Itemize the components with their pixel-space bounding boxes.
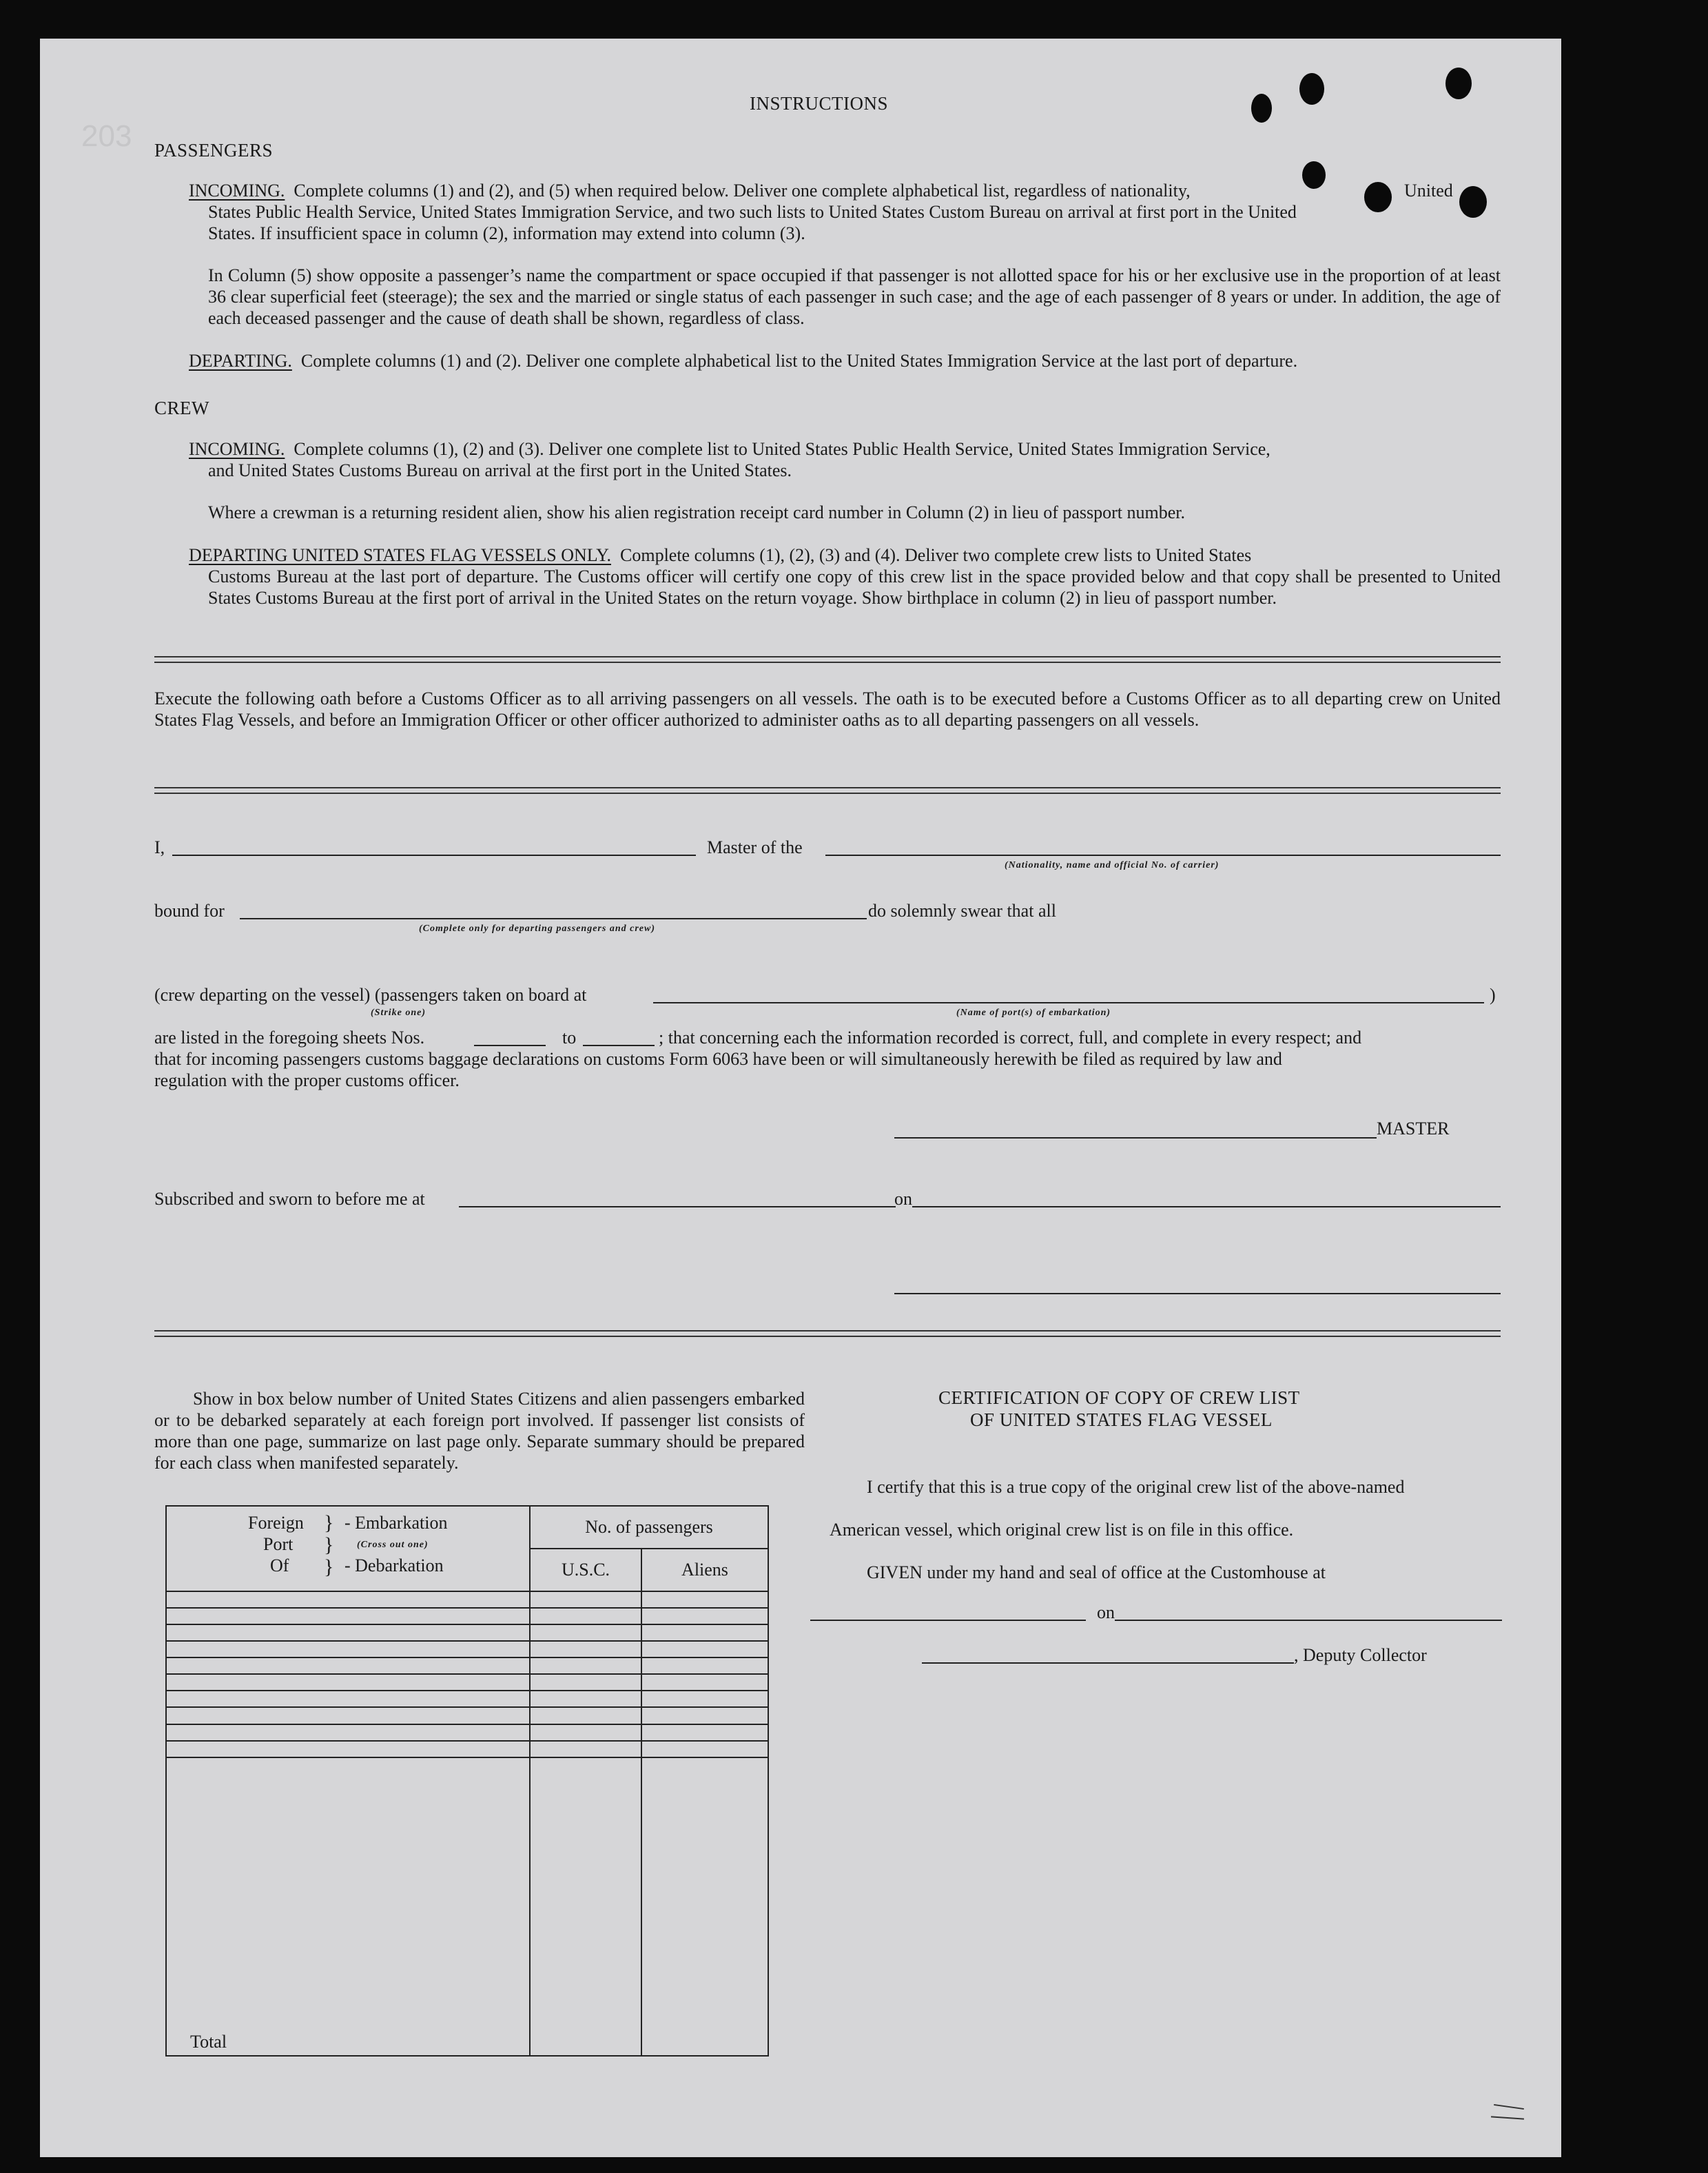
embarkation-label: - Embarkation	[344, 1513, 448, 1533]
aliens-cell[interactable]	[641, 1591, 768, 1608]
listed-line1a: are listed in the foregoing sheets Nos.	[154, 1028, 425, 1048]
bound-for-label: bound for	[154, 901, 225, 921]
table-row	[166, 1608, 768, 1624]
cross-out-caption: (Cross out one)	[357, 1540, 429, 1550]
table-row	[166, 1591, 768, 1608]
punch-hole	[1299, 73, 1324, 105]
aliens-cell[interactable]	[641, 1707, 768, 1724]
port-cell[interactable]	[166, 1624, 530, 1641]
aliens-cell[interactable]	[641, 1691, 768, 1707]
corner-mark	[1494, 2104, 1524, 2110]
usc-cell[interactable]	[530, 1624, 641, 1641]
certification-title-line1: CERTIFICATION OF COPY OF CREW LIST	[938, 1387, 1300, 1408]
passenger-summary-table	[165, 1505, 769, 2057]
punch-hole	[1459, 186, 1487, 218]
passengers-heading: PASSENGERS	[154, 140, 274, 161]
port-cell[interactable]	[166, 1674, 530, 1691]
table-row	[166, 1707, 768, 1724]
passengers-incoming-united: United	[1404, 181, 1453, 201]
given-line: GIVEN under my hand and seal of office at the Customhouse at	[867, 1562, 1326, 1582]
subscribed-place-field[interactable]	[459, 1206, 896, 1207]
master-name-field[interactable]	[172, 855, 696, 856]
usc-cell[interactable]	[530, 1674, 641, 1691]
passengers-incoming-text: Complete columns (1) and (2), and (5) when required below. Deliver one complete alphabetical list, regardless of nationality,	[294, 181, 1191, 201]
listed-to: to	[562, 1028, 577, 1048]
passengers-departing-text: Complete columns (1) and (2). Deliver one complete alphabetical list to the United States Immigration Service at the last port of departure.	[300, 351, 1298, 371]
port-cell[interactable]	[166, 1741, 530, 1757]
usc-cell[interactable]	[530, 1608, 641, 1624]
table-row	[166, 1691, 768, 1707]
certification-title-line2: OF UNITED STATES FLAG VESSEL	[970, 1409, 1273, 1430]
total-label: Total	[166, 1757, 530, 2056]
brace-icon: }	[324, 1533, 334, 1556]
sheet-from-field[interactable]	[474, 1045, 546, 1046]
certification-date-field[interactable]	[1115, 1620, 1502, 1621]
crew-departing-text: Complete columns (1), (2), (3) and (4). Deliver two complete crew lists to United States	[620, 545, 1252, 565]
port-cell[interactable]	[166, 1707, 530, 1724]
master-label: MASTER	[1377, 1119, 1450, 1139]
divider	[154, 656, 1501, 663]
subscribed-date-field[interactable]	[912, 1206, 1501, 1207]
passengers-departing-label: DEPARTING.	[189, 351, 292, 371]
master-of-label: Master of the	[707, 837, 803, 857]
usc-header: U.S.C.	[530, 1549, 641, 1591]
usc-cell[interactable]	[530, 1707, 641, 1724]
embarkation-port-field[interactable]	[653, 1002, 1484, 1003]
of-label: Of	[270, 1555, 289, 1575]
table-row	[166, 1741, 768, 1757]
summary-instructions: Show in box below number of United States Citizens and alien passengers embarked or to be debarked separately at each foreign port involved. If passenger list consists of more than one page, summarize on last page only. Separate summary should be prepared for each class when manifested separately.	[154, 1389, 805, 1473]
port-cell[interactable]	[166, 1641, 530, 1657]
subscribed-on-label: on	[894, 1189, 912, 1209]
table-row	[166, 1674, 768, 1691]
aliens-cell[interactable]	[641, 1624, 768, 1641]
usc-cell[interactable]	[530, 1691, 641, 1707]
usc-cell[interactable]	[530, 1591, 641, 1608]
usc-total-cell[interactable]	[530, 1757, 641, 2056]
punch-hole	[1251, 94, 1272, 123]
listed-line3: regulation with the proper customs officer.	[154, 1070, 460, 1090]
table-row	[166, 1724, 768, 1741]
listed-line1b: ; that concerning each the information recorded is correct, full, and complete in every respect; and	[659, 1028, 1362, 1048]
subscribed-label: Subscribed and sworn to before me at	[154, 1189, 425, 1209]
bound-for-field[interactable]	[240, 918, 867, 919]
aliens-cell[interactable]	[641, 1641, 768, 1657]
port-caption: (Name of port(s) of embarkation)	[956, 1008, 1111, 1018]
table-row	[166, 1657, 768, 1674]
crew-departing-label: DEPARTING UNITED STATES FLAG VESSELS ONLY.	[189, 545, 611, 565]
crew-incoming-line2: and United States Customs Bureau on arrival at the first port in the United States.	[208, 460, 792, 480]
deputy-collector-label: , Deputy Collector	[1294, 1645, 1427, 1665]
oath-i-label: I,	[154, 837, 165, 857]
aliens-cell[interactable]	[641, 1608, 768, 1624]
sheet-to-field[interactable]	[583, 1045, 655, 1046]
usc-cell[interactable]	[530, 1641, 641, 1657]
no-of-passengers-header: No. of passengers	[530, 1506, 768, 1549]
crew-incoming-line1	[189, 438, 1270, 460]
aliens-cell[interactable]	[641, 1724, 768, 1741]
port-cell[interactable]	[166, 1591, 530, 1608]
passengers-incoming-line3: States. If insufficient space in column (2), information may extend into column (3).	[208, 223, 805, 243]
nationality-caption: (Nationality, name and official No. of carrier)	[1005, 860, 1220, 870]
table-row	[166, 1641, 768, 1657]
master-signature-field[interactable]	[894, 1137, 1377, 1139]
stamp-number: 203	[81, 119, 132, 153]
port-cell[interactable]	[166, 1608, 530, 1624]
page-title: INSTRUCTIONS	[750, 93, 889, 114]
passengers-departing	[189, 350, 1297, 372]
port-cell[interactable]	[166, 1691, 530, 1707]
crew-alien-note: Where a crewman is a returning resident alien, show his alien registration receipt card number in Column (2) in lieu of passport number.	[208, 502, 1186, 522]
crew-departing-line1	[189, 544, 1251, 567]
punch-hole	[1445, 68, 1472, 99]
table-row	[166, 1624, 768, 1641]
customhouse-place-field[interactable]	[810, 1620, 1086, 1621]
total-row	[166, 1757, 768, 2056]
port-header-cell	[166, 1506, 530, 1591]
deputy-collector-signature-field[interactable]	[922, 1662, 1294, 1664]
crew-departing-rest: Customs Bureau at the last port of departure. The Customs officer will certify one copy of this crew list in the space provided below and that copy shall be presented to United States Customs Bureau at the first port of arrival in the United States on the return voyage. Show birthplace in column (2) in lieu of passport number.	[208, 567, 1501, 608]
divider	[154, 1330, 1501, 1337]
port-cell[interactable]	[166, 1724, 530, 1741]
oath-intro: Execute the following oath before a Customs Officer as to all arriving passengers on all vessels. The oath is to be executed before a Customs Officer as to all departing crew on United States Flag Vessels, and before an Immigration Officer or other officer authorized to administer oaths as to all departing passengers on all vessels.	[154, 688, 1501, 730]
listed-line2: that for incoming passengers customs baggage declarations on customs Form 6063 have been or will simultaneously herewith be filed as required by law and	[154, 1049, 1282, 1069]
foreign-label: Foreign	[248, 1513, 304, 1533]
swear-text: do solemnly swear that all	[868, 901, 1056, 921]
crew-departing-strike: (crew departing on the vessel) (passengers taken on board at	[154, 985, 587, 1005]
crew-incoming-text: Complete columns (1), (2) and (3). Deliver one complete list to United States Public Health Service, United States Immigration Service,	[294, 439, 1270, 459]
carrier-field[interactable]	[825, 855, 1501, 856]
aliens-header: Aliens	[641, 1549, 768, 1591]
passengers-incoming-line2: States Public Health Service, United States Immigration Service, and two such lists to United States Custom Bureau on arrival at first port in the United	[208, 202, 1297, 222]
passengers-incoming-label: INCOMING.	[189, 181, 285, 201]
corner-mark	[1491, 2116, 1524, 2119]
aliens-cell[interactable]	[641, 1741, 768, 1757]
column5-instructions: In Column (5) show opposite a passenger’s name the compartment or space occupied if that passenger is not allotted space for his or her exclusive use in the proportion of at least 36 clear superficial feet (steerage); the sex and the married or single status of each passenger in such case; and the age of each passenger of 8 years or under. In addition, the age of each deceased passenger and the cause of death shall be shown, regardless of class.	[208, 265, 1501, 328]
usc-cell[interactable]	[530, 1724, 641, 1741]
certify-line1: I certify that this is a true copy of the original crew list of the above-named	[867, 1477, 1405, 1497]
officer-signature-field[interactable]	[894, 1293, 1501, 1294]
port-cell[interactable]	[166, 1657, 530, 1674]
brace-icon: }	[324, 1555, 334, 1578]
complete-only-caption: (Complete only for departing passengers and crew)	[419, 924, 655, 934]
aliens-cell[interactable]	[641, 1657, 768, 1674]
close-paren: )	[1490, 985, 1496, 1005]
divider	[154, 787, 1501, 794]
strike-one-caption: (Strike one)	[371, 1008, 426, 1018]
usc-cell[interactable]	[530, 1741, 641, 1757]
usc-cell[interactable]	[530, 1657, 641, 1674]
form-page	[40, 39, 1561, 2157]
aliens-total-cell[interactable]	[641, 1757, 768, 2056]
crew-incoming-label: INCOMING.	[189, 439, 285, 459]
passengers-incoming-line1	[189, 180, 1408, 202]
debarkation-label: - Debarkation	[344, 1555, 444, 1575]
brace-icon: }	[324, 1511, 334, 1534]
crew-heading: CREW	[154, 398, 209, 418]
port-label: Port	[263, 1534, 294, 1554]
certification-on-label: on	[1097, 1602, 1115, 1622]
certify-line2: American vessel, which original crew list is on file in this office.	[830, 1520, 1294, 1540]
aliens-cell[interactable]	[641, 1674, 768, 1691]
